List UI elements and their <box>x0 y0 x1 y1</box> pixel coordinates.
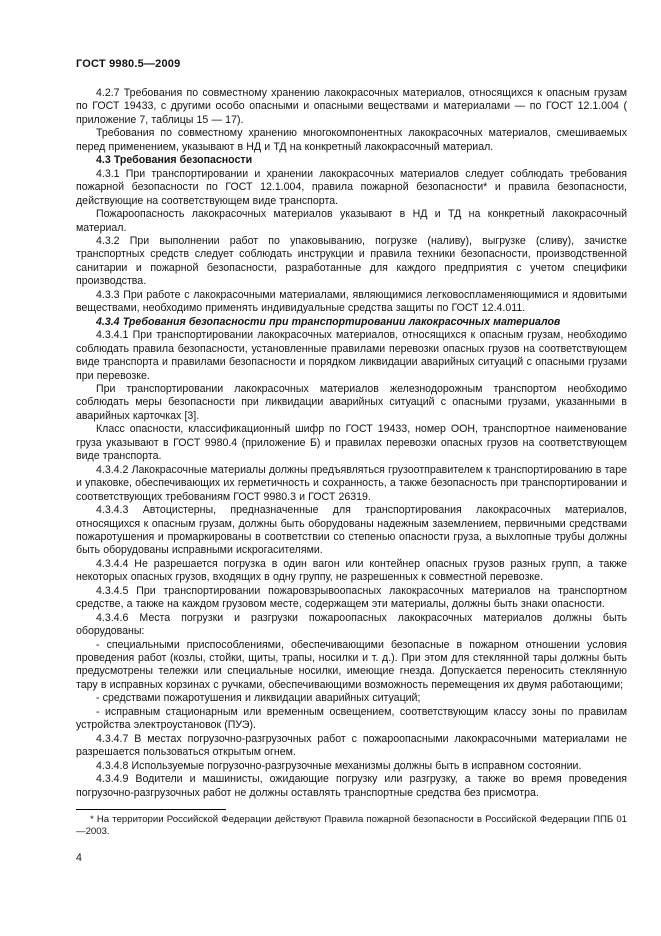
page-number: 4 <box>76 852 82 865</box>
paragraph-4-3-3: 4.3.3 При работе с лакокрасочными материалами, являющимися легковоспламеняющимися и ядовитыми веществами, необходимо применять индивидуальные средства защиты по ГОСТ 12.4.011. <box>76 288 627 315</box>
paragraph-4-3-4-1: 4.3.4.1 При транспортировании лакокрасочных материалов, относящихся к опасным грузам, необходимо соблюдать правила безопасности, установленные правилами перевозки опасных грузов на соответствующем виде транспорта и правилами безопасности и порядком ликвидации аварийных ситуаций с опасными грузами при перевозке. <box>76 329 627 382</box>
paragraph-rail-transport: При транспортировании лакокрасочных материалов железнодорожным транспортом необходимо соблюдать меры безопасности при ликвидации аварийных ситуаций с опасными грузами, указанными в аварийных карточках [3]. <box>76 382 627 422</box>
paragraph-storage-note: Требования по совместному хранению многокомпонентных лакокрасочных материалов, смешиваемых перед применением, указывают в НД и ТД на конкретный лакокрасочный материал. <box>76 127 627 153</box>
paragraph-4-3-4-8: 4.3.4.8 Используемые погрузочно-разгрузочные механизмы должны быть в исправном состоянии. <box>96 759 582 772</box>
footnote-divider <box>76 809 226 810</box>
paragraph-fire-hazard: Пожароопасность лакокрасочных материалов указывают в НД и ТД на конкретный лакокрасочный материал. <box>76 208 627 234</box>
paragraph-hazard-class: Класс опасности, классификационный шифр по ГОСТ 19433, номер ООН, транспортное наименование груза указывают в ГОСТ 9980.4 (приложение Б) и правилах перевозки опасных грузов на соответствующем виде транспорта. <box>76 423 627 463</box>
paragraph-4-3-4-5: 4.3.4.5 При транспортировании пожаровзрывоопасных лакокрасочных материалов на транспортном средстве, а также на каждом грузовом месте, содержащем эти материалы, должны быть знаки опасности. <box>76 584 627 611</box>
paragraph-4-3-4-2: 4.3.4.2 Лакокрасочные материалы должны предъявляться грузоотправителем к транспортированию в таре и упаковке, обеспечивающих их герметичность и сохранность, а также безопасность при транспортировании и соответствующих требованиям ГОСТ 9980.3 и ГОСТ 26319. <box>76 463 627 503</box>
section-heading-4-3-4: 4.3.4 Требования безопасности при транспортировании лакокрасочных материалов <box>96 315 561 328</box>
list-item-lighting: - исправным стационарным или временным освещением, соответствующим классу зоны по правилам устройства электроустановок (ПУЭ). <box>76 705 627 732</box>
paragraph-4-3-1: 4.3.1 При транспортировании и хранении лакокрасочных материалов следует соблюдать требования пожарной безопасности по ГОСТ 12.1.004, правила пожарной безопасности* и правила безопасности, действующие на соответствующем виде транспорта. <box>76 167 627 207</box>
document-body <box>76 87 627 800</box>
paragraph-4-3-4-9: 4.3.4.9 Водители и машинисты, ожидающие погрузку или разгрузку, а также во время проведения погрузочно-разгрузочных работ не должны оставлять транспортные средства без присмотра. <box>76 773 627 799</box>
footnote-text: * На территории Российской Федерации действуют Правила пожарной безопасности в Российской Федерации ППБ 01—2003. <box>76 814 627 838</box>
paragraph-4-3-4-7: 4.3.4.7 В местах погрузочно-разгрузочных работ с пожароопасными лакокрасочными материалами не разрешается пользоваться открытым огнем. <box>76 732 627 759</box>
paragraph-4-3-2: 4.3.2 При выполнении работ по упаковыванию, погрузке (наливу), выгрузке (сливу), зачистке транспортных средств следует соблюдать инструкции и правила техники безопасности, производственной санитарии и пожарной безопасности, разработанные для каждого предприятия с учетом специфики производства. <box>76 234 627 288</box>
paragraph-4-2-7: 4.2.7 Требования по совместному хранению лакокрасочных материалов, относящихся к опасным грузам по ГОСТ 19433, с другими особо опасными и опасными веществами и материалами — по ГОСТ 12.1.004 ( приложение 7, таблицы 15 — 17). <box>76 87 627 126</box>
list-item-fire-means: - средствами пожаротушения и ликвидации аварийных ситуаций; <box>96 692 421 705</box>
paragraph-4-3-4-3: 4.3.4.3 Автоцистерны, предназначенные для транспортирования лакокрасочных материалов, относящихся к опасным грузам, должны быть оборудованы надежным заземлением, первичными средствами пожаротушения и промаркированы в соответствии со степенью опасности груза, а выхлопные трубы должны быть оборудованы исправными искрогасителями. <box>76 504 627 557</box>
paragraph-4-3-4-6: 4.3.4.6 Места погрузки и разгрузки пожароопасных лакокрасочных материалов должны быть оборудованы: <box>76 611 627 638</box>
paragraph-4-3-4-4: 4.3.4.4 Не разрешается погрузка в один вагон или контейнер опасных грузов разных групп, а также некоторых опасных грузов, входящих в одну группу, не разрешенных к совместной перевозке. <box>76 557 627 584</box>
list-item-equipment: - специальными приспособлениями, обеспечивающими безопасные в пожарном отношении условия проведения работ (козлы, стойки, щиты, трапы, носилки и т. д.). При этом для стеклянной тары должны быть предусмотрены тележки или специальные носилки, имеющие гнезда. Допускается переносить стеклянную тару в исправных корзинах с ручками, обеспечивающими возможность перемещения их двумя работающими; <box>76 638 627 691</box>
section-heading-4-3: 4.3 Требования безопасности <box>96 154 253 167</box>
document-number-header: ГОСТ 9980.5—2009 <box>76 58 181 70</box>
